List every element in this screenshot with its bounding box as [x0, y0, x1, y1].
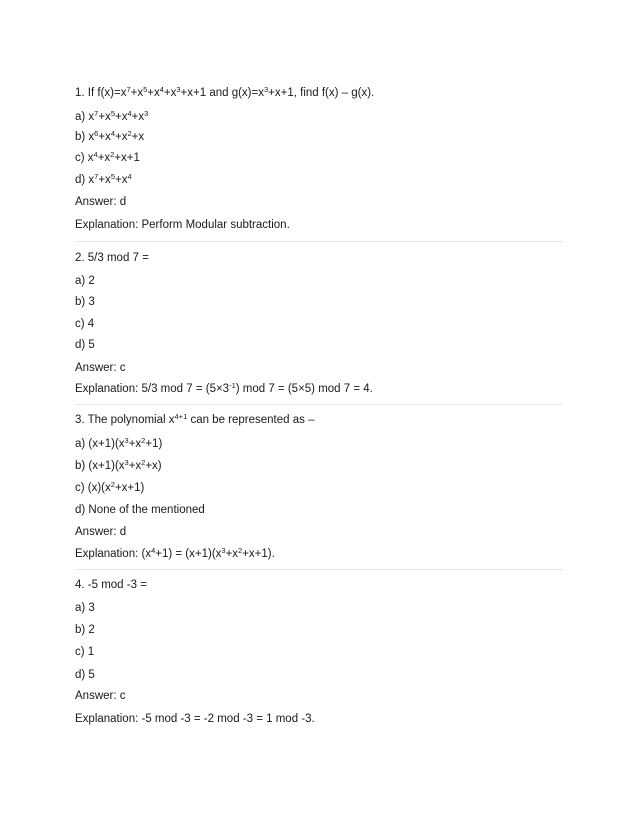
q2-option-b: [75, 295, 95, 309]
text-run: a) (x+1)(x: [75, 438, 125, 450]
text-run: +x: [114, 111, 128, 123]
text-run: +x+1, find f(x) – g(x).: [268, 87, 375, 99]
superscript: 2: [238, 546, 243, 555]
q2-option-d: [75, 338, 95, 352]
text-run: b) (x+1)(x: [75, 460, 125, 472]
text-run: +x+1: [114, 152, 140, 164]
superscript: 3: [263, 85, 269, 94]
q1-question: [75, 86, 374, 100]
q3-option-c: [75, 481, 144, 495]
text-run: can be represented as –: [187, 414, 315, 426]
text-run: +x: [98, 111, 111, 123]
text-run: b) x: [75, 131, 95, 143]
superscript: 2: [110, 150, 115, 159]
text-run: +x: [130, 87, 144, 99]
superscript: 7: [126, 85, 131, 94]
q3-answer: Answer: d: [75, 526, 127, 538]
superscript: 6: [94, 129, 99, 138]
superscript: 4+1: [174, 412, 188, 421]
text-run: +x+1 and g(x)=x: [180, 87, 264, 99]
text-run: +1): [145, 438, 163, 450]
q2-explanation: [75, 382, 373, 396]
superscript: 3: [176, 85, 181, 94]
text-run: Explanation: Perform Modular subtraction.: [75, 219, 290, 231]
superscript: -1: [229, 381, 236, 390]
q4-option-a: [75, 601, 95, 615]
text-run: +x: [98, 174, 111, 186]
text-run: d) 5: [75, 669, 95, 681]
q4-question: [75, 578, 147, 592]
text-run: +x: [131, 131, 145, 143]
q2-answer: Answer: c: [75, 362, 126, 374]
q2-option-a: [75, 274, 95, 288]
text-run: a) x: [75, 111, 95, 123]
text-run: +x: [131, 111, 145, 123]
superscript: 4: [127, 172, 132, 181]
q1-option-d: [75, 173, 132, 187]
q1-option-b: [75, 130, 144, 144]
text-run: a) 2: [75, 275, 95, 287]
superscript: 3: [144, 109, 149, 118]
text-run: +x: [163, 87, 177, 99]
text-run: 2. 5/3 mod 7 =: [75, 252, 149, 264]
text-run: 1. If f(x)=x: [75, 87, 127, 99]
text-run: Explanation: (x: [75, 548, 152, 560]
superscript: 4: [151, 546, 156, 555]
text-run: c) 4: [75, 318, 95, 330]
text-run: +1) = (x+1)(x: [155, 548, 222, 560]
text-run: Explanation: 5/3 mod 7 = (5×3: [75, 383, 230, 395]
q3-option-b: [75, 459, 162, 473]
q1-option-a: [75, 110, 148, 124]
divider: [75, 569, 563, 570]
text-run: +x: [98, 131, 111, 143]
text-run: +x: [128, 438, 142, 450]
text-run: d) 5: [75, 339, 95, 351]
text-run: +x+1).: [242, 548, 275, 560]
text-run: b) 2: [75, 624, 95, 636]
text-run: 3. The polynomial x: [75, 414, 175, 426]
text-run: +x): [145, 460, 162, 472]
superscript: 7: [94, 172, 99, 181]
superscript: 5: [110, 109, 115, 118]
superscript: 3: [124, 436, 129, 445]
q2-question: [75, 251, 149, 265]
text-run: d) None of the mentioned: [75, 504, 205, 516]
superscript: 5: [110, 172, 115, 181]
text-run: +x: [97, 152, 111, 164]
text-run: c) (x)(x: [75, 482, 111, 494]
superscript: 4: [127, 109, 132, 118]
superscript: 3: [221, 546, 226, 555]
text-run: Explanation: -5 mod -3 = -2 mod -3 = 1 mod -3.: [75, 713, 315, 725]
text-run: +x+1): [114, 482, 145, 494]
divider: [75, 241, 563, 242]
superscript: 4: [93, 150, 98, 159]
q1-answer: Answer: d: [75, 196, 127, 208]
text-run: +x: [114, 131, 128, 143]
q3-option-a: [75, 437, 162, 451]
q1-option-c: [75, 151, 140, 165]
q4-explanation: [75, 712, 315, 726]
text-run: b) 3: [75, 296, 95, 308]
superscript: 2: [141, 458, 146, 467]
text-run: 4. -5 mod -3 =: [75, 579, 147, 591]
superscript: 7: [94, 109, 99, 118]
superscript: 5: [143, 85, 148, 94]
q4-option-d: [75, 668, 95, 682]
superscript: 4: [159, 85, 164, 94]
text-run: c) 1: [75, 646, 95, 658]
q4-option-c: [75, 645, 94, 659]
superscript: 2: [127, 129, 132, 138]
superscript: 4: [110, 129, 115, 138]
q1-explanation: [75, 218, 290, 232]
q2-option-c: [75, 317, 94, 331]
text-run: a) 3: [75, 602, 95, 614]
text-run: +x: [225, 548, 239, 560]
q3-explanation: [75, 547, 275, 561]
text-run: +x: [128, 460, 142, 472]
q3-option-d: [75, 503, 205, 517]
q4-option-b: [75, 623, 95, 637]
superscript: 2: [110, 480, 115, 489]
q3-question: [75, 413, 314, 427]
superscript: 3: [124, 458, 129, 467]
text-run: ) mod 7 = (5×5) mod 7 = 4.: [235, 383, 373, 395]
text-run: c) x: [75, 152, 94, 164]
q4-answer: Answer: c: [75, 690, 126, 702]
text-run: d) x: [75, 174, 95, 186]
text-run: +x: [147, 87, 160, 99]
superscript: 2: [141, 436, 146, 445]
text-run: +x: [114, 174, 128, 186]
divider: [75, 404, 563, 405]
